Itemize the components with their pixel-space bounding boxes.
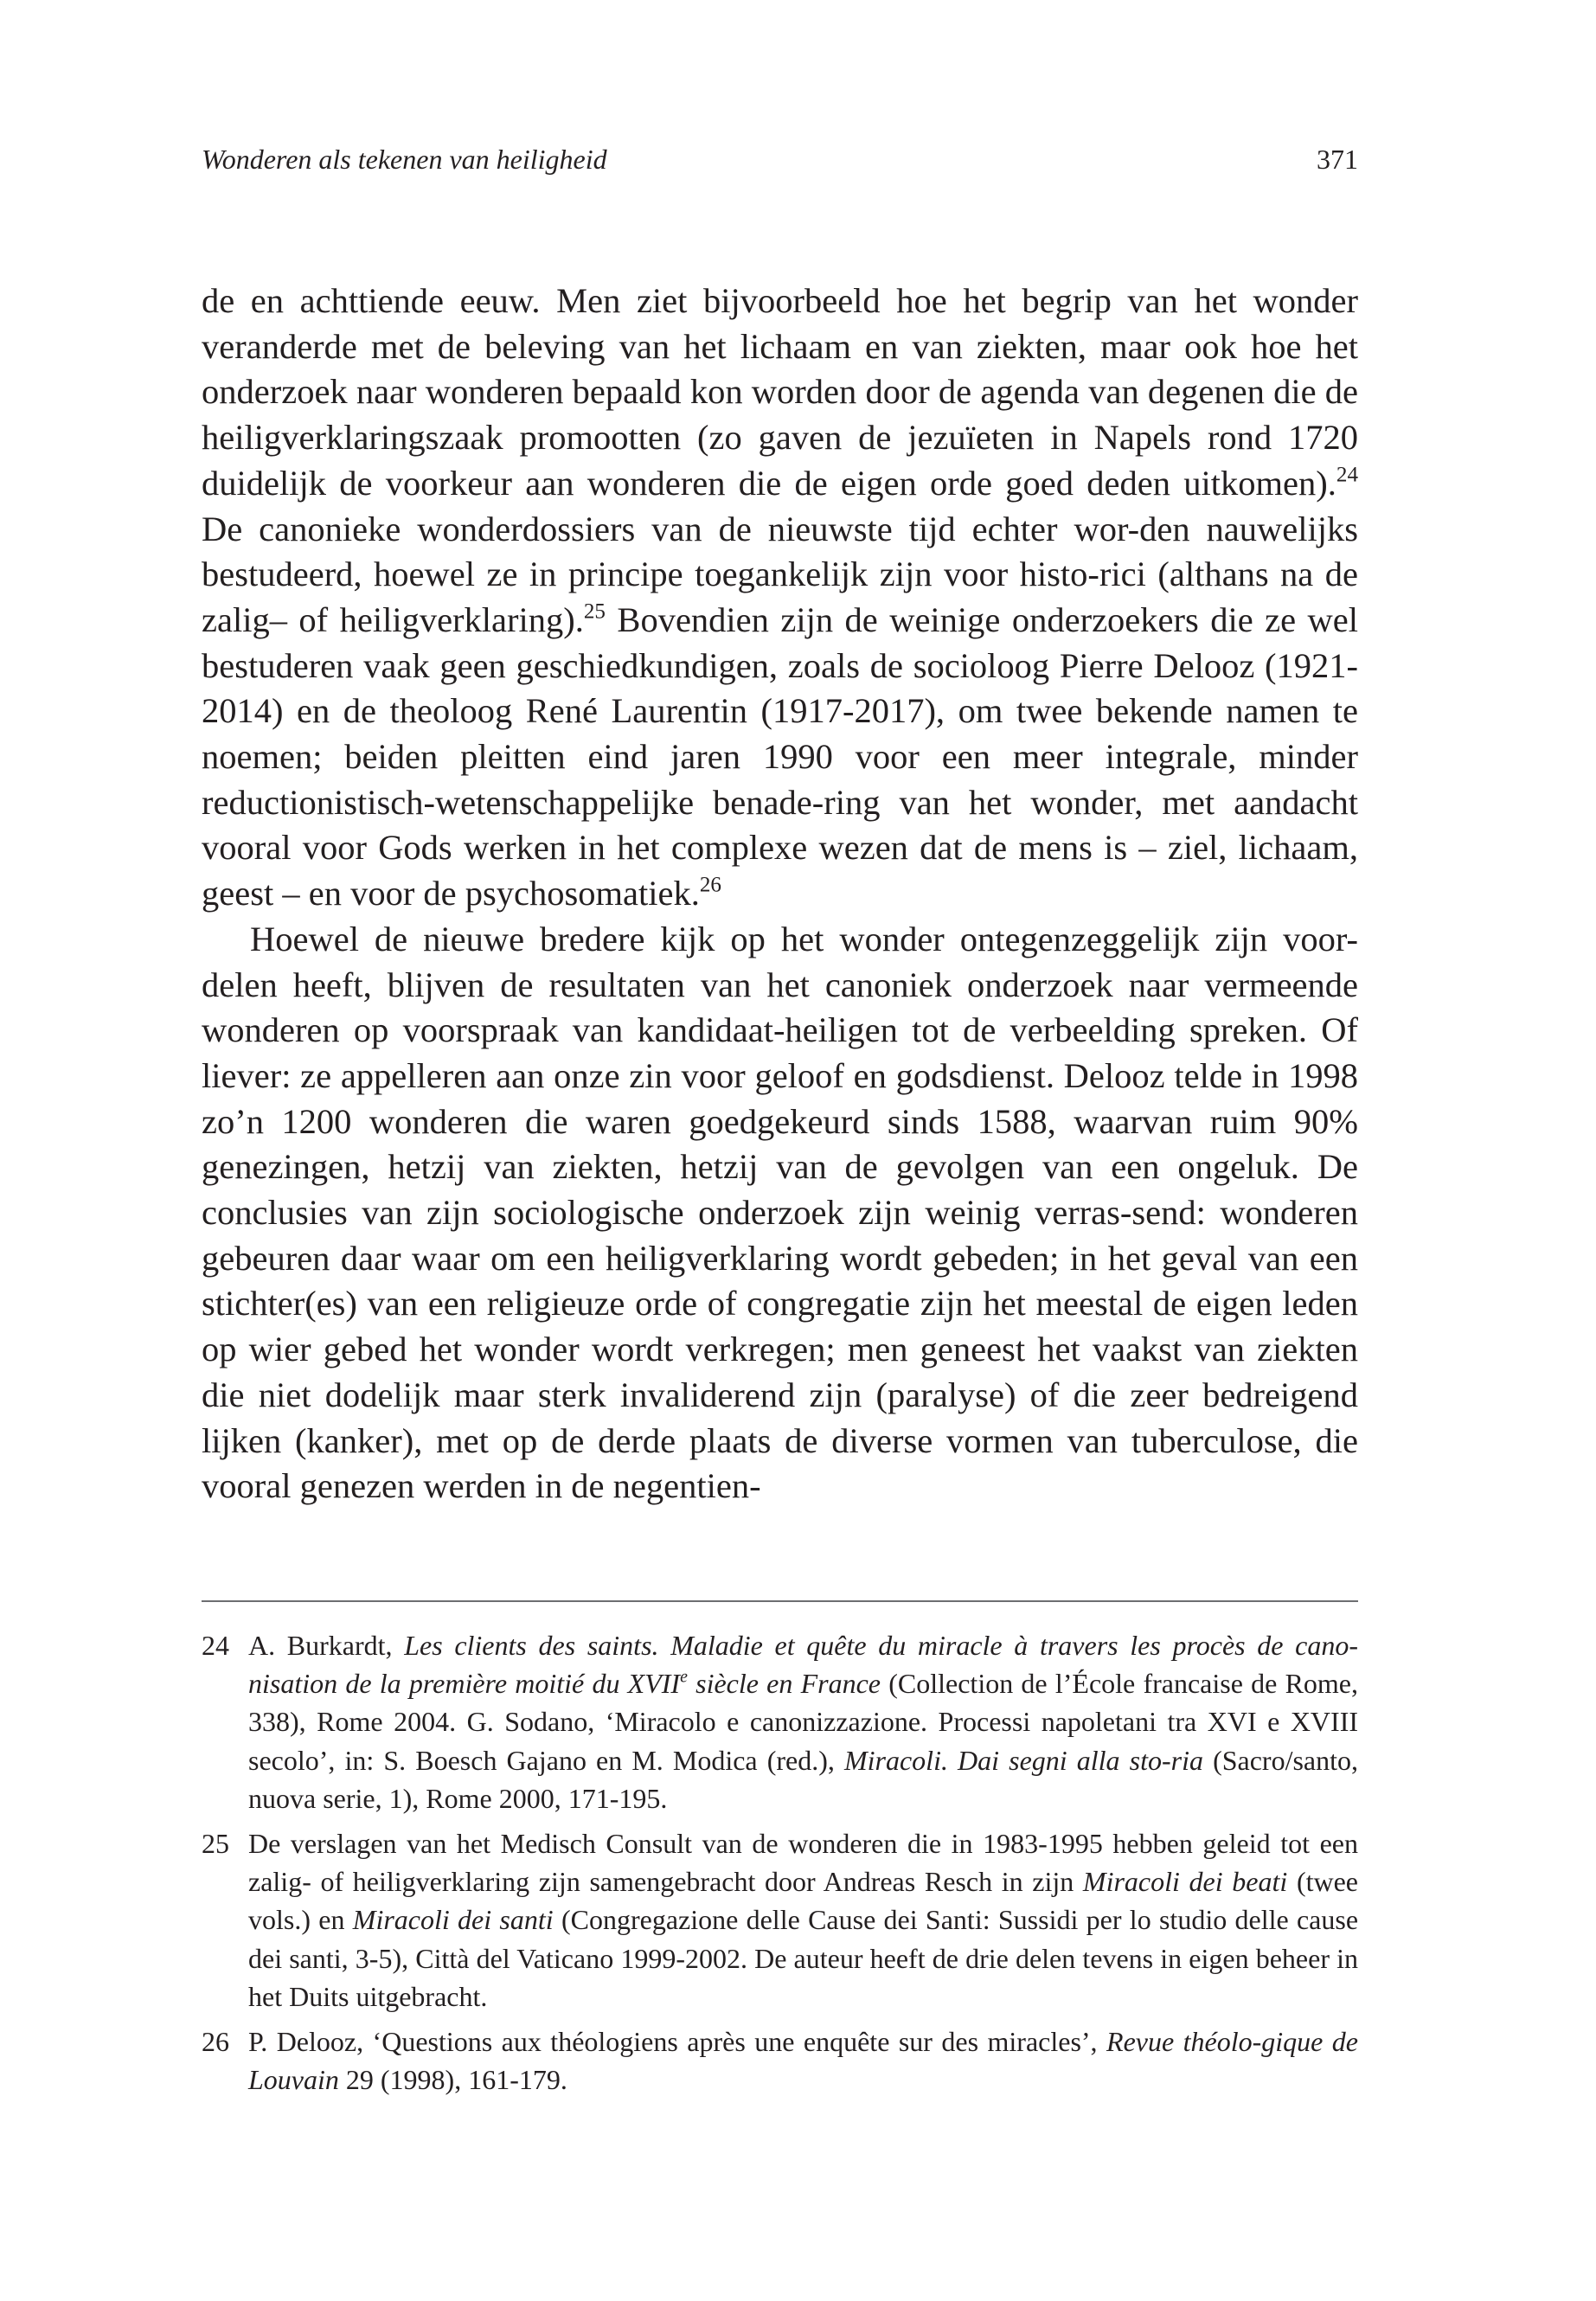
note-reference-25[interactable]: 25 bbox=[583, 599, 606, 624]
footnote-separator bbox=[202, 1600, 1358, 1602]
running-head bbox=[202, 140, 1358, 178]
footnote-superscript: e bbox=[680, 1667, 688, 1687]
footnote-title-italic: siècle en France bbox=[687, 1668, 881, 1700]
running-head-title: Wonderen als tekenen van heiligheid bbox=[202, 144, 607, 175]
footnote-number: 24 bbox=[202, 1630, 229, 1661]
note-reference-24[interactable]: 24 bbox=[1336, 463, 1358, 487]
page-number: 371 bbox=[1317, 144, 1358, 175]
footnote-25 bbox=[202, 1824, 1358, 2016]
footnote-title-italic: Les clients des saints. Maladie et quête du miracle à travers les procès de cano-nisation de la première moitié du XVII bbox=[248, 1630, 1359, 1700]
footnote-title-italic: Miracoli dei beati bbox=[1082, 1866, 1288, 1898]
footnote-text: De verslagen van het Medisch Consult van de wonderen die in 1983-1995 hebben geleid tot een zalig- of heiligverklaring zijn samengebracht door Andreas Resch in zijn bbox=[248, 1828, 1358, 1898]
footnote-text: (Sacro/santo, nuova serie, 1), Rome 2000, 171-195. bbox=[248, 1744, 1359, 1814]
footnote-title-italic: Revue théolo-gique de Louvain bbox=[248, 2026, 1359, 2096]
body-text bbox=[202, 279, 1358, 1509]
footnote-text: (Congregazione delle Cause dei Santi: Sussidi per lo studio delle cause dei santi, 3-5), Città del Vaticano 1999-2002. De auteur heeft de drie delen tevens in eigen beheer in het Duits uitgebracht. bbox=[248, 1904, 1359, 2012]
body-paragraph-2: Hoewel de nieuwe bredere kijk op het wonder ontegenzeggelijk zijn voor-delen heeft, blijven de resultaten van het canoniek onderzoek naar vermeende wonderen op voorspraak van kandidaat-heiligen tot de verbeelding spreken. Of liever: ze appelleren aan onze zin voor geloof en godsdienst. Delooz telde in 1998 zo’n 1200 wonderen die waren goedgekeurd sinds 1588, waarvan ruim 90% genezingen, hetzij van ziekten, hetzij van de gevolgen van een ongeluk. De conclusies van zijn sociologische onderzoek zijn weinig verras-send: wonderen gebeuren daar waar om een heiligverklaring wordt gebeden; in het geval van een stichter(es) van een religieuze orde of congregatie zijn het meestal de eigen leden op wier gebed het wonder wordt verkregen; men geneest het vaakst van ziekten die niet dodelijk maar sterk invaliderend zijn (paralyse) of die zeer bedreigend lijken (kanker), met op de derde plaats de diverse vormen van tuberculose, die vooral genezen werden in de negentien- bbox=[202, 919, 1358, 1506]
footnote-text: (twee vols.) en bbox=[248, 1866, 1359, 1936]
footnote-number: 25 bbox=[202, 1828, 229, 1860]
footnote-text: A. Burkardt, bbox=[248, 1630, 405, 1661]
body-text-segment: de en achttiende eeuw. Men ziet bijvoorbeeld hoe het begrip van het wonder veranderde met de beleving van het lichaam en van ziekten, maar ook hoe het onderzoek naar wonderen bepaald kon worden door de agenda van degenen die de heiligverklaringszaak promootten (zo gaven de jezuïeten in Napels rond 1720 duidelijk de voorkeur aan wonderen die de eigen orde goed deden uitkomen). bbox=[202, 281, 1358, 503]
footnotes bbox=[202, 1626, 1358, 2106]
footnote-text: 29 (1998), 161-179. bbox=[338, 2064, 567, 2096]
note-reference-26[interactable]: 26 bbox=[699, 873, 721, 897]
footnote-26 bbox=[202, 2022, 1358, 2099]
footnote-text: P. Delooz, ‘Questions aux théologiens après une enquête sur des miracles’, bbox=[248, 2026, 1107, 2058]
footnote-title-italic: Miracoli. Dai segni alla sto-ria bbox=[843, 1744, 1203, 1776]
footnote-24 bbox=[202, 1626, 1358, 1817]
footnote-text: (Collection de l’École francaise de Rome, 338), Rome 2004. G. Sodano, ‘Miracolo e canonizzazione. Processi napoletani tra XVI e XVIII secolo’, in: S. Boesch Gajano en M. Modica (red.), bbox=[248, 1668, 1359, 1776]
footnote-number: 26 bbox=[202, 2026, 229, 2058]
body-text-segment: De canonieke wonderdossiers van de nieuwste tijd echter wor-den nauwelijks bestudeerd, hoewel ze in principe toegankelijk zijn voor histo-rici (althans na de zalig– of heiligverklaring). bbox=[202, 509, 1358, 639]
body-text-segment: Bovendien zijn de weinige onderzoekers die ze wel bestuderen vaak geen geschiedkundigen, zoals de socioloog Pierre Delooz (1921-2014) en de theoloog René Laurentin (1917-2017), om twee bekende namen te noemen; beiden pleitten eind jaren 1990 voor een meer integrale, minder reductionistisch-wetenschappelijke benade-ring van het wonder, met aandacht vooral voor Gods werken in het complexe wezen dat de mens is – ziel, lichaam, geest – en voor de psychosomatiek. bbox=[202, 599, 1359, 913]
footnote-title-italic: Miracoli dei santi bbox=[352, 1904, 554, 1936]
body-paragraph-1 bbox=[202, 279, 1358, 917]
